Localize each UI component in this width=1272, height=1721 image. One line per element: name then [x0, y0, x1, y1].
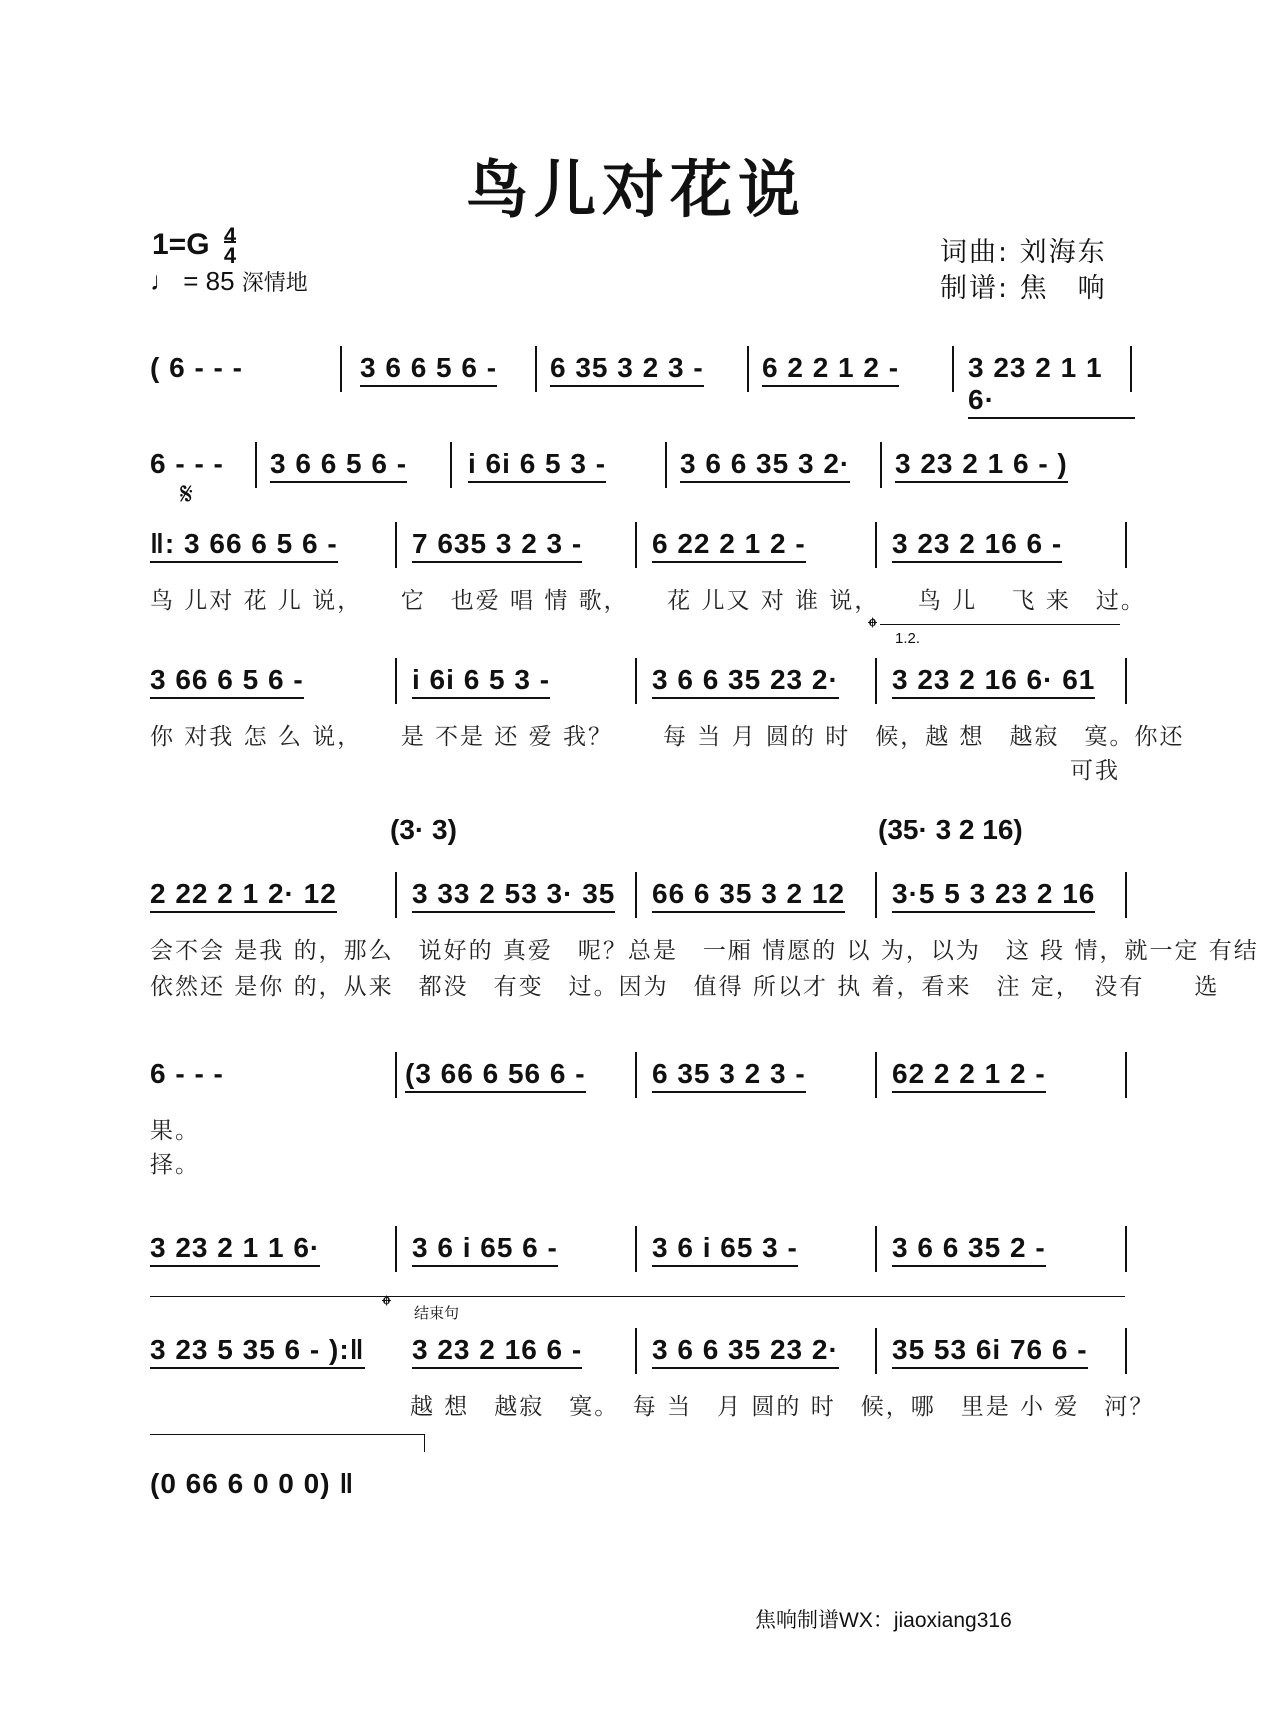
lyric-line-5: 果。: [150, 1118, 200, 1144]
measure: 6 - - -: [150, 448, 224, 479]
lyric-line-2b: 可我: [1070, 758, 1120, 784]
barline: [875, 1328, 877, 1374]
barline: [255, 442, 257, 488]
lyric-line-1: 鸟 儿对 花 儿 说， 它 也爱 唱 情 歌， 花 儿又 对 谁 说， 鸟 儿 飞 来 过。: [150, 588, 1146, 614]
barline: [1130, 346, 1132, 392]
coda-icon: 𝄌: [382, 1290, 391, 1320]
measure: 3 23 2 16 6 -: [892, 528, 1062, 563]
barline: [665, 442, 667, 488]
measure: 3 6 6 35 23 2·: [652, 1334, 839, 1369]
barline: [747, 346, 749, 392]
barline: [395, 1052, 397, 1098]
barline: [635, 522, 637, 568]
lyric-line-7: 越 想 越寂 寞。 每 当 月 圆的 时 候，哪 里是 小 爱 河？: [410, 1394, 1155, 1420]
measure: 62 2 2 1 2 -: [892, 1058, 1046, 1093]
barline: [395, 872, 397, 918]
credit-lyricist: 词曲: 刘海东: [940, 237, 1107, 268]
measure: 66 6 35 3 2 12: [652, 878, 845, 913]
measure: 3 23 2 1 1 6·: [968, 352, 1135, 419]
time-signature: [223, 223, 237, 268]
coda-label: 结束句: [414, 1305, 460, 1322]
tempo-value: = 85: [183, 266, 235, 296]
score-row-3: [150, 528, 1135, 576]
measure: 3 6 6 5 6 -: [360, 352, 497, 387]
score-row-9: [150, 1468, 1135, 1516]
measure: (3 66 6 56 6 -: [405, 1058, 586, 1093]
measure: 3 6 6 35 23 2·: [652, 664, 839, 699]
barline: [1125, 1328, 1127, 1374]
measure: (0 66 6 0 0 0) ‖: [150, 1468, 355, 1499]
expression-mark: 深情地: [241, 270, 308, 295]
tempo-marking: [150, 266, 308, 297]
measure: 6 22 2 1 2 -: [652, 528, 806, 563]
barline: [635, 1052, 637, 1098]
score-row-7: [150, 1232, 1135, 1280]
alt-phrase-a: (3· 3): [390, 814, 457, 845]
measure: 35 53 6i 76 6 -: [892, 1334, 1088, 1369]
time-bottom: 4: [223, 243, 237, 268]
score-row-1: [150, 352, 1135, 415]
barline: [1125, 658, 1127, 704]
time-top: 4: [223, 223, 237, 248]
quarter-note-icon: ♩: [150, 266, 176, 296]
score-row-2: [150, 448, 1135, 496]
barline: [395, 522, 397, 568]
credit-transcriber: 制谱: 焦 响: [940, 273, 1107, 304]
barline: [340, 346, 342, 392]
measure: 6 - - -: [150, 1058, 224, 1089]
ending-bracket-edge: [424, 1434, 425, 1452]
measure: 3 6 6 5 6 -: [270, 448, 407, 483]
barline: [1125, 1226, 1127, 1272]
footer-credit: 焦响制谱WX：jiaoxiang316: [755, 1609, 1012, 1632]
barline: [395, 1226, 397, 1272]
barline: [1125, 522, 1127, 568]
coda-icon: 𝄌: [868, 612, 877, 642]
barline: [875, 1052, 877, 1098]
key-signature: [152, 223, 237, 268]
measure: i 6i 6 5 3 -: [468, 448, 606, 483]
lyric-line-3: 会不会 是我 的，那么 说好的 真爱 呢？总是 一厢 情愿的 以 为，以为 这 段 情，就一定 有结: [150, 938, 1259, 964]
measure: 3 6 i 65 3 -: [652, 1232, 798, 1267]
measure: 3 23 2 1 6 - ): [895, 448, 1068, 483]
measure: 3 23 2 16 6 -: [412, 1334, 582, 1369]
measure: 3·5 5 3 23 2 16: [892, 878, 1095, 913]
measure: 3 33 2 53 3· 35: [412, 878, 615, 913]
measure: 6 35 3 2 3 -: [550, 352, 704, 387]
score-row-5: [150, 878, 1135, 926]
score-row-4: [150, 664, 1135, 712]
ending-bracket: [150, 1434, 425, 1435]
volta-bracket: [880, 624, 1120, 625]
measure: 3 6 6 35 2 -: [892, 1232, 1046, 1267]
segno-icon: 𝄋: [180, 478, 193, 511]
barline: [635, 1328, 637, 1374]
measure: ‖: 3 66 6 5 6 -: [150, 528, 338, 563]
measure: i 6i 6 5 3 -: [412, 664, 550, 699]
barline: [635, 872, 637, 918]
section-rule: [150, 1296, 1125, 1297]
measure: 3 23 2 1 1 6·: [150, 1232, 320, 1267]
barline: [450, 442, 452, 488]
volta-label: 1.2.: [895, 630, 921, 647]
score-row-8: [150, 1334, 1135, 1382]
barline: [875, 658, 877, 704]
measure: 2 22 2 1 2· 12: [150, 878, 337, 913]
barline: [875, 1226, 877, 1272]
measure: 6 35 3 2 3 -: [652, 1058, 806, 1093]
measure: ( 6 - - -: [150, 352, 243, 383]
measure: 3 23 2 16 6· 61: [892, 664, 1095, 699]
measure: 3 23 5 35 6 - ):‖: [150, 1334, 365, 1369]
barline: [1125, 872, 1127, 918]
barline: [875, 872, 877, 918]
barline: [952, 346, 954, 392]
lyric-line-4: 依然还 是你 的，从来 都没 有变 过。因为 值得 所以才 执 着，看来 注 定， 没有 选: [150, 974, 1220, 1000]
barline: [535, 346, 537, 392]
measure: 3 6 6 35 3 2·: [680, 448, 850, 483]
barline: [880, 442, 882, 488]
song-title: 鸟儿对花说: [465, 153, 806, 226]
measure: 3 66 6 5 6 -: [150, 664, 304, 699]
alt-phrase-b: (35· 3 2 16): [878, 814, 1023, 845]
measure: 3 6 i 65 6 -: [412, 1232, 558, 1267]
barline: [635, 658, 637, 704]
measure: 6 2 2 1 2 -: [762, 352, 899, 387]
score-row-6: [150, 1058, 1135, 1106]
barline: [635, 1226, 637, 1272]
lyric-line-2: 你 对我 怎 么 说， 是 不是 还 爱 我？ 每 当 月 圆的 时 候，越 想 越寂 寞。你还: [150, 724, 1185, 750]
barline: [1125, 1052, 1127, 1098]
barline: [875, 522, 877, 568]
key-text: 1=G: [152, 227, 210, 261]
barline: [395, 658, 397, 704]
lyric-line-6: 择。: [150, 1152, 200, 1178]
measure: 7 635 3 2 3 -: [412, 528, 582, 563]
